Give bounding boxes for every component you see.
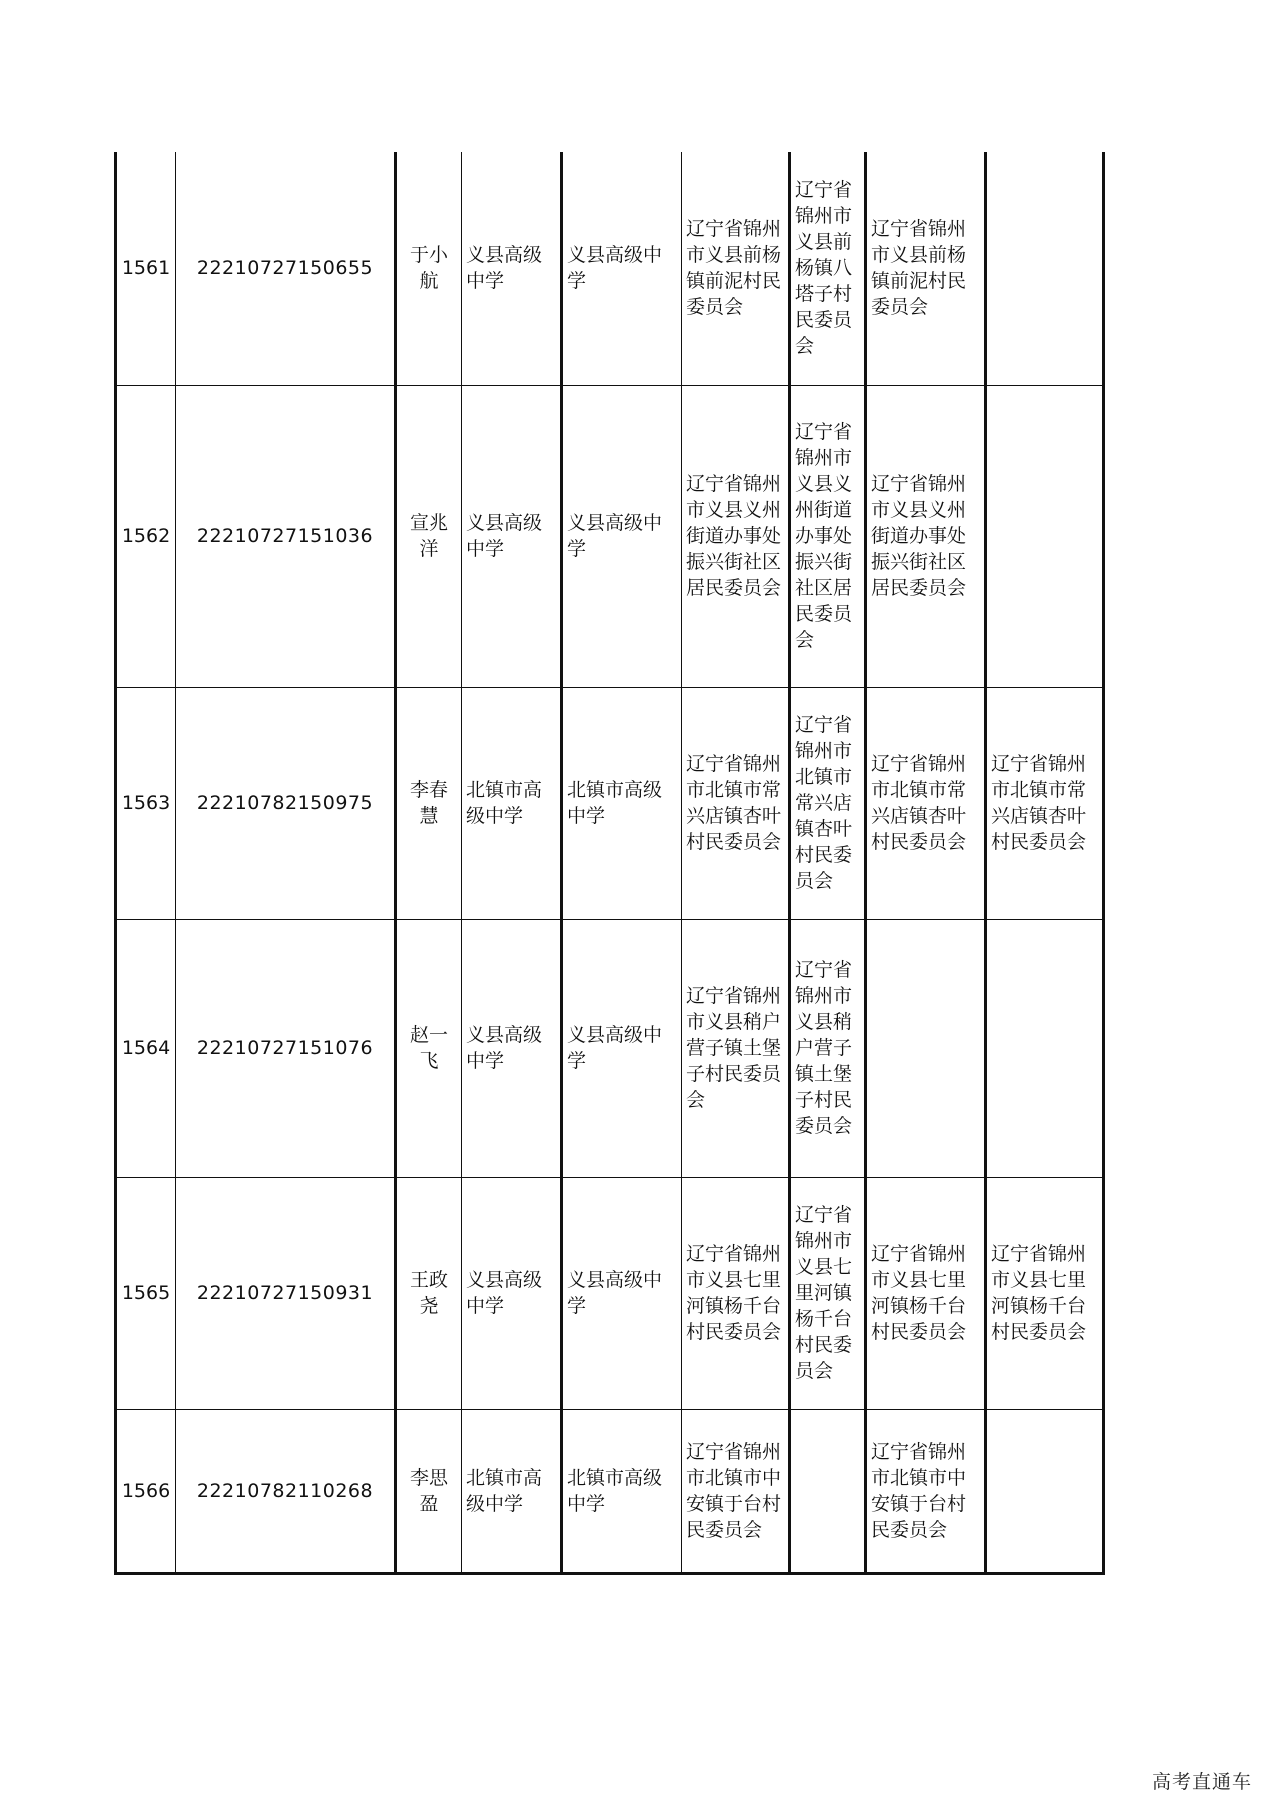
student-name: 赵一飞 bbox=[396, 919, 462, 1177]
table-row bbox=[116, 1177, 1104, 1409]
address-4: 辽宁省锦州市北镇市常兴店镇杏叶村民委员会 bbox=[986, 687, 1104, 919]
student-name: 宣兆洋 bbox=[396, 385, 462, 687]
address-3: 辽宁省锦州市北镇市常兴店镇杏叶村民委员会 bbox=[866, 687, 986, 919]
address-4 bbox=[986, 919, 1104, 1177]
row-number: 1566 bbox=[116, 1409, 176, 1573]
school-2: 义县高级中学 bbox=[562, 385, 682, 687]
address-2 bbox=[790, 1409, 866, 1573]
address-3: 辽宁省锦州市义县前杨镇前泥村民委员会 bbox=[866, 152, 986, 385]
address-1: 辽宁省锦州市义县稍户营子镇土堡子村民委员会 bbox=[682, 919, 790, 1177]
school-2: 义县高级中学 bbox=[562, 152, 682, 385]
table-row bbox=[116, 1409, 1104, 1573]
exam-id: 22210727150931 bbox=[176, 1177, 396, 1409]
address-3: 辽宁省锦州市义县义州街道办事处振兴街社区居民委员会 bbox=[866, 385, 986, 687]
student-name: 李春慧 bbox=[396, 687, 462, 919]
address-1: 辽宁省锦州市义县义州街道办事处振兴街社区居民委员会 bbox=[682, 385, 790, 687]
row-number: 1562 bbox=[116, 385, 176, 687]
table-row bbox=[116, 152, 1104, 385]
student-name: 于小航 bbox=[396, 152, 462, 385]
exam-id: 22210727151036 bbox=[176, 385, 396, 687]
address-1: 辽宁省锦州市义县七里河镇杨千台村民委员会 bbox=[682, 1177, 790, 1409]
address-2: 辽宁省锦州市义县稍户营子镇土堡子村民委员会 bbox=[790, 919, 866, 1177]
address-2: 辽宁省锦州市义县义州街道办事处振兴街社区居民委员会 bbox=[790, 385, 866, 687]
table-row bbox=[116, 687, 1104, 919]
address-4: 辽宁省锦州市义县七里河镇杨千台村民委员会 bbox=[986, 1177, 1104, 1409]
exam-id: 22210727150655 bbox=[176, 152, 396, 385]
exam-id: 22210727151076 bbox=[176, 919, 396, 1177]
row-number: 1563 bbox=[116, 687, 176, 919]
school: 义县高级中学 bbox=[462, 919, 562, 1177]
address-1: 辽宁省锦州市义县前杨镇前泥村民委员会 bbox=[682, 152, 790, 385]
school-2: 义县高级中学 bbox=[562, 1177, 682, 1409]
school-2: 义县高级中学 bbox=[562, 919, 682, 1177]
address-3 bbox=[866, 919, 986, 1177]
school: 义县高级中学 bbox=[462, 385, 562, 687]
address-1: 辽宁省锦州市北镇市中安镇于台村民委员会 bbox=[682, 1409, 790, 1573]
address-3: 辽宁省锦州市北镇市中安镇于台村民委员会 bbox=[866, 1409, 986, 1573]
school-2: 北镇市高级中学 bbox=[562, 1409, 682, 1573]
watermark: 高考直通车 bbox=[1151, 1771, 1252, 1793]
roster-table bbox=[114, 152, 1105, 1575]
address-2: 辽宁省锦州市北镇市常兴店镇杏叶村民委员会 bbox=[790, 687, 866, 919]
address-3: 辽宁省锦州市义县七里河镇杨千台村民委员会 bbox=[866, 1177, 986, 1409]
row-number: 1565 bbox=[116, 1177, 176, 1409]
school: 义县高级中学 bbox=[462, 152, 562, 385]
address-4 bbox=[986, 152, 1104, 385]
exam-id: 22210782110268 bbox=[176, 1409, 396, 1573]
address-4 bbox=[986, 385, 1104, 687]
school: 北镇市高级中学 bbox=[462, 1409, 562, 1573]
address-2: 辽宁省锦州市义县七里河镇杨千台村民委员会 bbox=[790, 1177, 866, 1409]
exam-id: 22210782150975 bbox=[176, 687, 396, 919]
student-name: 王政尧 bbox=[396, 1177, 462, 1409]
table-row bbox=[116, 919, 1104, 1177]
school-2: 北镇市高级中学 bbox=[562, 687, 682, 919]
row-number: 1561 bbox=[116, 152, 176, 385]
student-name: 李思盈 bbox=[396, 1409, 462, 1573]
row-number: 1564 bbox=[116, 919, 176, 1177]
table-row bbox=[116, 385, 1104, 687]
address-1: 辽宁省锦州市北镇市常兴店镇杏叶村民委员会 bbox=[682, 687, 790, 919]
school: 北镇市高级中学 bbox=[462, 687, 562, 919]
address-4 bbox=[986, 1409, 1104, 1573]
school: 义县高级中学 bbox=[462, 1177, 562, 1409]
address-2: 辽宁省锦州市义县前杨镇八塔子村民委员会 bbox=[790, 152, 866, 385]
